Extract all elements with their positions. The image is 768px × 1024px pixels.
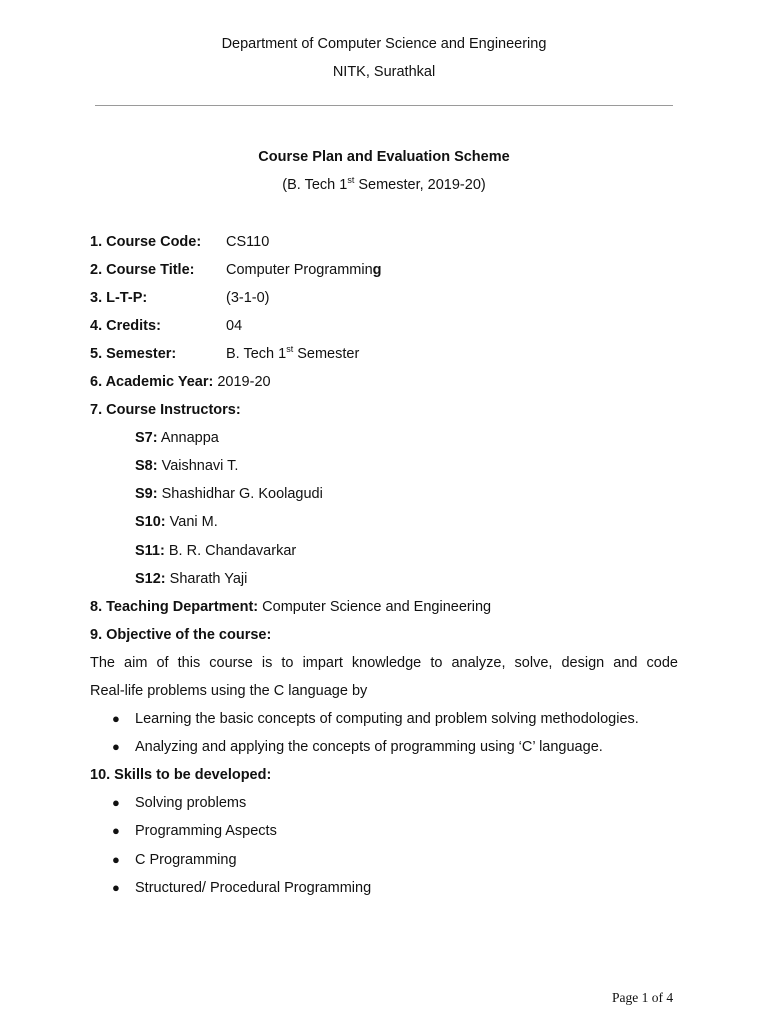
ltp-value: (3-1-0) [226,290,270,306]
course-title-row [90,262,382,278]
semester-value: B. Tech 1 [226,346,287,362]
instructor-name: B. R. Chandavarkar [168,543,297,559]
list-item-text: Learning the basic concepts of computing and problem solving methodologies. [135,711,639,727]
instructor-name: Annappa [160,430,219,446]
bullet-icon: ● [112,795,120,810]
list-item-text: C Programming [135,852,237,868]
ltp-row [90,290,270,306]
list-item [112,795,246,811]
list-item-text: Analyzing and applying the concepts of programming using ‘C’ language. [135,739,603,755]
semester-label: 5. Semester: [90,346,177,362]
ltp-label: 3. L-T-P: [90,290,148,306]
list-item [112,852,237,868]
instructor-item [135,543,296,559]
semester-value-end: Semester [293,346,360,362]
course-code-label: 1. Course Code: [90,234,202,250]
header-divider [95,105,673,106]
academic-year-value: 2019-20 [217,374,271,390]
list-item [112,739,603,755]
course-title-value-end: g [372,262,382,278]
instructor-name: Shashidhar G. Koolagudi [161,486,323,502]
list-item-text: Programming Aspects [135,823,277,839]
instructor-name: Sharath Yaji [169,571,248,587]
list-item [112,823,277,839]
instructor-item [135,486,323,502]
list-item [112,711,639,727]
objective-paragraph-line1: The aim of this course is to impart knowledge to analyze, solve, design and code [90,655,678,671]
instructor-section: S10: [135,514,166,530]
course-code-row [90,234,269,250]
instructors-heading [90,402,241,418]
semester-row [90,346,359,362]
instructor-name: Vaishnavi T. [161,458,239,474]
instructor-section: S11: [135,543,165,559]
instructor-name: Vani M. [169,514,218,530]
teaching-department-label: 8. Teaching Department: [90,599,259,615]
objective-heading [90,627,271,643]
list-item-text: Solving problems [135,795,247,811]
skills-heading [90,767,271,783]
instructor-section: S12: [135,571,166,587]
instructor-section: S7: [135,430,158,446]
instructor-section: S8: [135,458,158,474]
list-item-text: Structured/ Procedural Programming [135,880,372,896]
bullet-icon: ● [112,739,120,754]
document-subtitle [0,177,768,193]
instructor-section: S9: [135,486,158,502]
list-item [112,880,371,896]
document-title: Course Plan and Evaluation Scheme [258,149,510,165]
skills-label: 10. Skills to be developed: [90,767,272,783]
academic-year-label: 6. Academic Year: [90,374,214,390]
objective-paragraph-line2: Real-life problems using the C language by [90,683,368,699]
teaching-department-row [90,599,491,615]
instructor-item [135,514,218,530]
instructor-item [135,571,247,587]
department-header: Department of Computer Science and Engineering [221,36,547,52]
bullet-icon: ● [112,852,120,867]
bullet-icon: ● [112,880,120,895]
objective-label: 9. Objective of the course: [90,627,272,643]
course-title-label: 2. Course Title: [90,262,195,278]
subtitle-text-end: Semester, 2019-20) [354,177,486,193]
instructor-item [135,430,219,446]
credits-row [90,318,242,334]
credits-value: 04 [226,318,243,334]
course-code-value: CS110 [226,234,270,250]
credits-label: 4. Credits: [90,318,161,334]
page-number: Page 1 of 4 [612,990,674,1005]
subtitle-text: (B. Tech 1 [282,177,348,193]
institute-header: NITK, Surathkal [332,64,436,80]
subtitle-superscript: st [347,175,355,185]
course-title-value: Computer Programmin [226,262,373,278]
instructors-label: 7. Course Instructors: [90,402,241,418]
teaching-department-value: Computer Science and Engineering [262,599,492,615]
bullet-icon: ● [112,823,120,838]
instructor-item [135,458,238,474]
semester-superscript: st [286,344,294,354]
bullet-icon: ● [112,711,120,726]
academic-year-row [90,374,271,390]
